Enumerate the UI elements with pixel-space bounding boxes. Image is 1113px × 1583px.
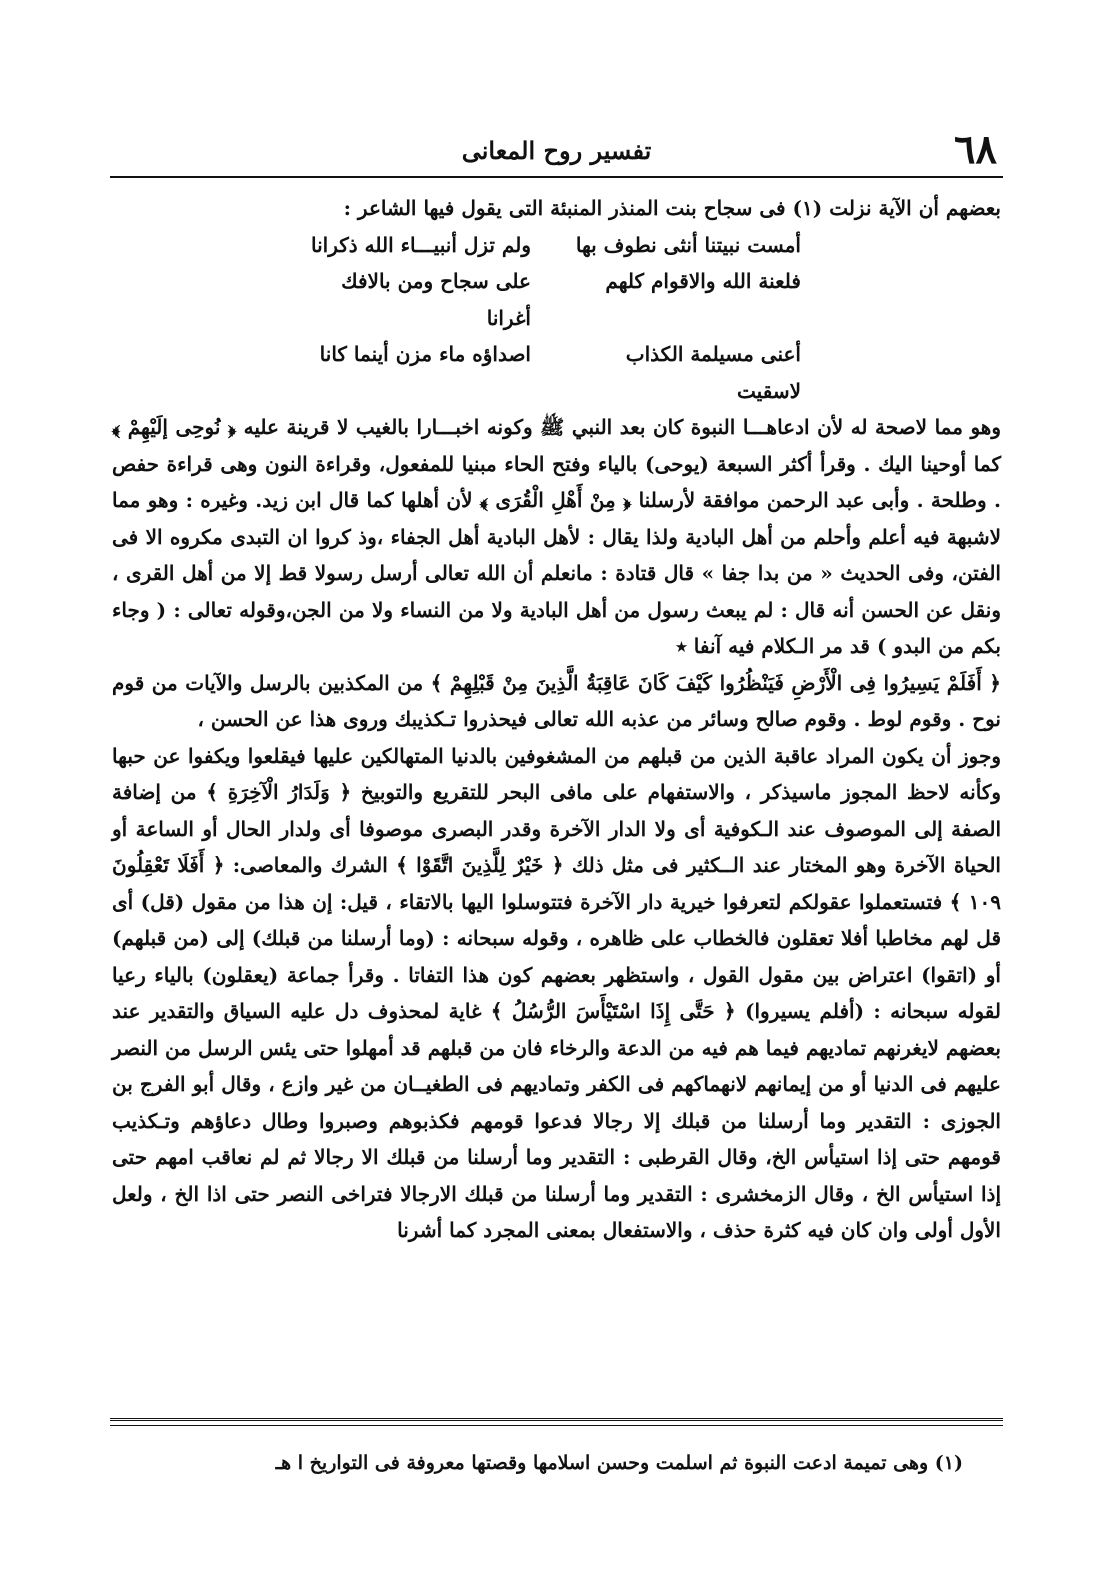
verse-first-hemistich: أعنى مسيلمة الكذاب لاسقيت (625, 342, 801, 403)
poem-verse (112, 227, 1001, 264)
paragraph: ﴿ أَفَلَمْ يَسِيرُوا فِى الْأَرْضِ فَيَنْظُرُوا كَيْفَ كَانَ عَاقِبَةُ الَّذِينَ مِنْ قَبْلِهِمْ ﴾ من المكذبين بالرسل والآيات من قوم نوح . وقوم لوط . وقوم صالح وسائر من عذبه الله تعالى فيحذروا تـكذيبك وروى هذا عن الحسن ، (112, 670, 1001, 731)
main-text (112, 190, 1001, 1249)
paragraph: وهو مما لاصحة له لأن ادعاهـــا النبوة كان بعد النبي ﷺ وكونه اخبـــارا بالغيب لا قرينة عليه ﴿ نُوحِى إلَيْهِمْ ﴾ كما أوحينا اليك . وقرأ أكثر السبعة (يوحى) بالياء وفتح الحاء مبنيا للمفعول، وقراءة النون وهى قراءة حفص . وطلحة . وأبى عبد الرحمن موافقة لأرسلنا ﴿ مِنْ أَهْلِ الْقُرَى ﴾ لأن أهلها كما قال ابن زيد. وغيره : وهو مما لاشبهة فيه أعلم وأحلم من أهل البادية ولذا يقال : لأهل البادية أهل الجفاء ،وذ كروا ان التبدى مكروه الا فى الفتن، وفى الحديث « من بدا جفا » قال قتادة : مانعلم أن الله تعالى أرسل رسولا قط إلا من أهل القرى ، ونقل عن الحسن أنه قال : لم يبعث رسول من أهل البادية ولا من النساء ولا من الجن،وقوله تعالى : ( وجاء بكم من البدو ) قد مر الـكلام فيه آنفا ٭ (112, 415, 1001, 658)
header-rule (110, 176, 1003, 178)
footnote-rule (110, 1418, 1003, 1426)
verse-second-hemistich: على سجاح ومن بالافك أغرانا (341, 269, 531, 330)
poem-verse (112, 263, 1001, 336)
verse-first-hemistich: فلعنة الله والاقوام كلهم (605, 269, 801, 293)
verse-second-hemistich: اصداؤه ماء مزن أينما كانا (319, 342, 531, 366)
paragraph: وجوز أن يكون المراد عاقبة الذين من قبلهم من المشغوفين بالدنيا المتهالكين عليها فيقلعوا ويكفوا عن حبها وكأنه لاحظ المجوز ماسيذكر ، والاستفهام على مافى البحر للتقريع والتوبيخ ﴿ وَلَدَارُ الْآخِرَةِ ﴾ من إضافة الصفة إلى الموصوف عند الـكوفية أى ولا الدار الآخرة وقدر البصرى موصوفا أى ولدار الحال أو الساعة أو الحياة الآخرة وهو المختار عند الــكثير فى مثل ذلك ﴿ خَيْرٌ لِلَّذِينَ اتَّقَوْا ﴾ الشرك والمعاصى: ﴿ أَفَلَا تَعْقِلُونَ ١٠٩ ﴾ فتستعملوا عقولكم لتعرفوا خيرية دار الآخرة فتتوسلوا اليها بالاتقاء ، قيل: إن هذا من مقول (قل) أى قل لهم مخاطبا أفلا تعقلون فالخطاب على ظاهره ، وقوله سبحانه : (وما أرسلنا من قبلك) إلى (من قبلهم) أو (اتقوا) اعتراض بين مقول القول ، واستظهر بعضهم كون هذا التفاتا . وقرأ جماعة (يعقلون) بالياء رعيا لقوله سبحانه : (أفلم يسيروا) ﴿ حَتَّى إِذَا اسْتَيْأَسَ الرُّسُلُ ﴾ غاية لمحذوف دل عليه السياق والتقدير عند بعضهم لايغرنهم تماديهم فيما هم فيه من الدعة والرخاء فان من قبلهم قد أمهلوا حتى يئس الرسل من النصر عليهم فى الدنيا أو من إيمانهم لانهماكهم فى الكفر وتماديهم فى الطغيــان من غير وازع ، وقال أبو الفرج بن الجوزى : التقدير وما أرسلنا من قبلك إلا رجالا فدعوا قومهم فكذبوهم وصبروا وطال دعاؤهم وتـكذيب قومهم حتى إذا استيأس الخ، وقال القرطبى : التقدير وما أرسلنا من قبلك الا رجالا ثم لم نعاقب امهم حتى إذا استيأس الخ ، وقال الزمخشرى : التقدير وما أرسلنا من قبلك الارجالا فتراخى النصر حتى اذا الخ ، ولعل الأول أولى وان كان فيه كثرة حذف ، والاستفعال بمعنى المجرد كما أشرنا (112, 743, 1001, 1242)
intro-line: بعضهم أن الآية نزلت (١) فى سجاح بنت المنذر المنبئة التى يقول فيها الشاعر : (343, 196, 1001, 220)
footnote: (١) وهى تميمة ادعت النبوة ثم اسلمت وحسن اسلامها وقصتها معروفة فى التواريخ ا هـ (275, 1452, 963, 1474)
verse-second-hemistich: ولم تزل أنبيـــاء الله ذكرانا (311, 232, 531, 257)
running-title: تفسير روح المعانى (461, 136, 652, 165)
page-number: ٦٨ (954, 126, 997, 173)
poem-verse (112, 336, 1001, 409)
verse-first-hemistich: أمست نبيتنا أنثى نطوف بها (575, 232, 801, 257)
page-header (110, 128, 1003, 176)
